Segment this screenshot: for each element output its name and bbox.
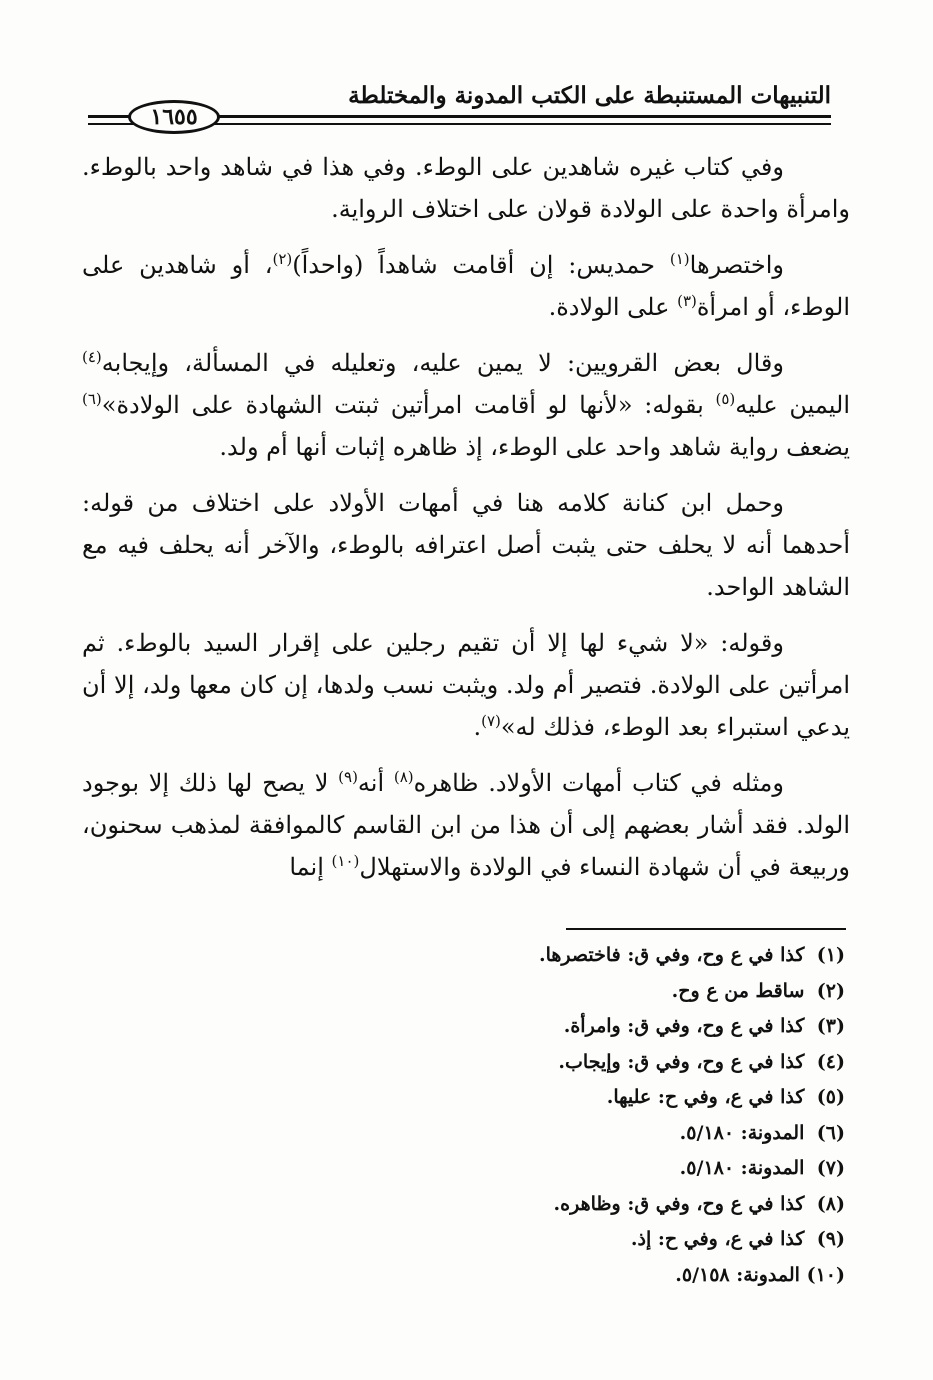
paragraph-text: يضعف رواية شاهد واحد على الوطء، إذ ظاهره إثبات أنها أم ولد. xyxy=(219,433,850,461)
paragraph-text: لا يصح لها ذلك إلا بوجود الولد. فقد أشار بعضهم إلى أن هذا من ابن القاسم كالموافقة لمذهب سحنون، وربيعة في أن شهادة النساء في الولادة والاستهلال xyxy=(82,769,850,881)
paragraph-text: على الولادة. xyxy=(548,293,678,321)
paragraph-text: واختصرها xyxy=(689,251,784,279)
footnote-number: (٤) xyxy=(816,1050,845,1073)
footnote-text: كذا في ع، وفي ح: عليها. xyxy=(606,1086,805,1108)
footnote-number: (٣) xyxy=(816,1015,845,1037)
page-number xyxy=(128,100,220,134)
footnote-text: المدونة: ٥/١٨٠. xyxy=(679,1121,805,1144)
footnote-item xyxy=(245,938,845,974)
paragraph xyxy=(82,146,850,230)
footnote-item xyxy=(245,1151,845,1187)
footnote-ref: (٦) xyxy=(82,390,102,408)
footnote-item xyxy=(245,1187,845,1223)
paragraph xyxy=(82,762,850,888)
footnote-number: (٥) xyxy=(816,1086,845,1108)
footnote-separator xyxy=(566,928,846,930)
page-number-text: ١٦٥٥ xyxy=(150,104,198,130)
footnote-item xyxy=(245,974,845,1010)
footnote-text: كذا في ع وح، وفي ق: وظاهره. xyxy=(553,1192,805,1215)
footnote-text: المدونة: ٥/١٥٨. xyxy=(675,1263,800,1286)
footnotes xyxy=(245,938,845,1293)
footnote-item xyxy=(245,1222,845,1258)
paragraph-text: ، أو شاهدين على الوطء، أو امرأة xyxy=(82,251,850,321)
footnote-item xyxy=(245,1258,845,1294)
footnote-text: كذا في ع وح، وفي ق: فاختصرها. xyxy=(538,944,805,966)
paragraph-text: إنما xyxy=(289,853,332,881)
footnote-item xyxy=(245,1009,845,1045)
footnote-ref: (٥) xyxy=(715,390,736,408)
paragraph xyxy=(82,244,850,328)
paragraph-text: بقوله: «لأنها لو أقامت امرأتين ثبتت الشهادة على الولادة» xyxy=(101,391,716,419)
main-text xyxy=(82,146,850,902)
footnote-ref: (١٠) xyxy=(331,852,360,870)
paragraph-text: ومثله في كتاب أمهات الأولاد. ظاهره xyxy=(413,769,784,797)
footnote-ref: (٧) xyxy=(481,712,501,730)
paragraph-text: . xyxy=(473,713,482,741)
footnote-ref: (٤) xyxy=(82,348,102,366)
footnote-text: كذا في ع وح، وفي ق: وامرأة. xyxy=(563,1015,805,1037)
paragraph-text: وقال بعض القرويين: لا يمين عليه، وتعليله في المسألة، وإيجابه xyxy=(101,349,784,377)
footnote-number: (٨) xyxy=(816,1192,845,1215)
footnote-item xyxy=(245,1045,845,1081)
footnote-number: (٦) xyxy=(816,1121,845,1144)
paragraph xyxy=(82,622,850,748)
running-title: التنبيهات المستنبطة على الكتب المدونة والمختلطة xyxy=(348,82,831,109)
paragraph-text: وفي كتاب غيره شاهدين على الوطء. وفي هذا في شاهد واحد بالوطء. وامرأة واحدة على الولادة قولان على اختلاف الرواية. xyxy=(82,153,850,223)
footnote-ref: (٢) xyxy=(272,250,293,268)
paragraph-text: اليمين عليه xyxy=(735,391,850,419)
footnote-number: (٩) xyxy=(816,1228,845,1250)
paragraph-text: وحمل ابن كنانة كلامه هنا في أمهات الأولاد على اختلاف من قوله: أحدهما أنه لا يحلف حتى يثبت أصل اعترافه بالوطء، والآخر أنه يحلف فيه مع الشاهد الواحد. xyxy=(82,489,850,601)
footnote-text: كذا في ع وح، وفي ق: وإيجاب. xyxy=(558,1050,805,1073)
page-header xyxy=(88,78,831,136)
footnote-text: كذا في ع، وفي ح: إذ. xyxy=(630,1228,805,1250)
footnote-item xyxy=(245,1116,845,1152)
footnote-ref: (١) xyxy=(669,250,690,268)
paragraph xyxy=(82,342,850,468)
footnote-number: (١٠) xyxy=(806,1263,845,1286)
footnote-text: ساقط من ع وح. xyxy=(671,979,805,1002)
footnote-text: المدونة: ٥/١٨٠. xyxy=(679,1157,805,1179)
footnote-ref: (٨) xyxy=(393,768,414,786)
footnote-number: (٢) xyxy=(816,979,845,1002)
paragraph-text: أنه xyxy=(357,769,394,797)
paragraph xyxy=(82,482,850,608)
footnote-ref: (٩) xyxy=(338,768,358,786)
paragraph-text: حمديس: إن أقامت شاهداً (واحداً) xyxy=(292,251,670,279)
footnote-number: (١) xyxy=(816,944,845,966)
footnote-number: (٧) xyxy=(816,1157,845,1179)
footnote-ref: (٣) xyxy=(677,292,697,310)
footnote-item xyxy=(245,1080,845,1116)
paragraph-text: وقوله: «لا شيء لها إلا أن تقيم رجلين على إقرار السيد بالوطء. ثم امرأتين على الولادة. فتصير أم ولد. ويثبت نسب ولدها، إن كان معها ولد، إلا أن يدعي استبراء بعد الوطء، فذلك له» xyxy=(82,629,850,741)
